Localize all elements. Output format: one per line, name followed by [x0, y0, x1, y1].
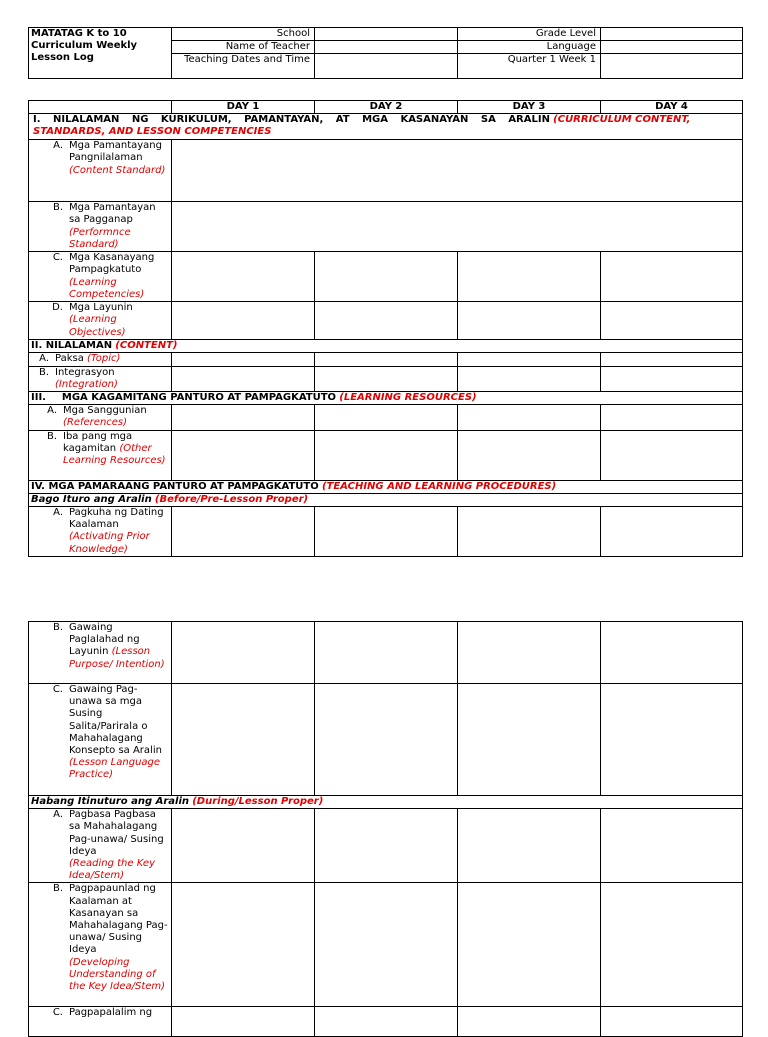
subsection-english: (Before/Pre-Lesson Proper) — [154, 493, 309, 505]
grade-level-label: Grade Level — [458, 28, 601, 41]
section-heading — [29, 392, 743, 405]
content-cell[interactable] — [458, 353, 601, 366]
corner-cell — [29, 101, 172, 114]
teaching-dates-label: Teaching Dates and Time — [172, 54, 315, 79]
content-cell[interactable] — [458, 622, 601, 684]
row-label: B. Gawaing Paglalahad ng Layunin (Lesson Purpose/ Intention) — [29, 622, 172, 684]
content-cell[interactable] — [315, 252, 458, 302]
section-heading — [29, 480, 743, 493]
content-cell[interactable] — [172, 202, 743, 252]
content-cell[interactable] — [315, 405, 458, 430]
content-cell[interactable] — [458, 809, 601, 883]
content-cell[interactable] — [458, 252, 601, 302]
log-title: MATATAG K to 10 Curriculum Weekly Lesson Log — [29, 28, 172, 79]
content-cell[interactable] — [172, 430, 315, 480]
header-table — [28, 27, 743, 79]
subsection-english: (During/Lesson Proper) — [192, 796, 324, 807]
row-label: A. Paksa (Topic) — [29, 353, 172, 366]
row-label: A. Mga Pamantayang Pangnilalaman (Content Standard) — [29, 140, 172, 202]
content-cell[interactable] — [601, 366, 743, 391]
lesson-log-table — [28, 100, 743, 557]
content-cell[interactable] — [601, 883, 743, 1007]
content-cell[interactable] — [172, 1007, 315, 1037]
section-label: I. NILALAMAN NG KURIKULUM, PAMANTAYAN, AT MGA KASANAYAN SA ARALIN — [33, 114, 550, 126]
content-cell[interactable] — [172, 809, 315, 883]
content-cell[interactable] — [601, 252, 743, 302]
content-cell[interactable] — [315, 302, 458, 340]
content-cell[interactable] — [458, 883, 601, 1007]
content-cell[interactable] — [172, 252, 315, 302]
section-english: (LEARNING RESOURCES) — [339, 392, 477, 404]
content-cell[interactable] — [458, 1007, 601, 1037]
section-label: IV. MGA PAMARAANG PANTURO AT PAMPAGKATUTO — [31, 480, 319, 492]
row-label: C. Gawaing Pag-unawa sa mga Susing Salita/Parirala o Mahahalagang Konsepto sa Aralin (Lesson Language Practice) — [29, 684, 172, 796]
row-label: D. Mga Layunin (Learning Objectives) — [29, 302, 172, 340]
content-cell[interactable] — [315, 1007, 458, 1037]
content-cell[interactable] — [315, 684, 458, 796]
content-cell[interactable] — [601, 353, 743, 366]
subsection-label: Bago Ituro ang Aralin — [31, 493, 152, 505]
content-cell[interactable] — [601, 809, 743, 883]
content-cell[interactable] — [315, 507, 458, 557]
content-cell[interactable] — [172, 302, 315, 340]
content-cell[interactable] — [601, 1007, 743, 1037]
content-cell[interactable] — [601, 302, 743, 340]
content-cell[interactable] — [172, 405, 315, 430]
section-heading — [29, 340, 743, 353]
teacher-field[interactable] — [315, 41, 458, 54]
row-label: A. Mga Sanggunian (References) — [29, 405, 172, 430]
subsection-heading — [29, 493, 743, 506]
content-cell[interactable] — [458, 684, 601, 796]
language-label: Language — [458, 41, 601, 54]
row-label: C. Mga Kasanayang Pampagkatuto (Learning Competencies) — [29, 252, 172, 302]
row-label: B. Pagpapaunlad ng Kaalaman at Kasanayan sa Mahahalagang Pag-unawa/ Susing Ideya (Developing Understanding of the Key Idea/Stem) — [29, 883, 172, 1007]
section-english: (CONTENT) — [115, 340, 178, 352]
day-header: DAY 1 — [172, 101, 315, 114]
row-label: B. Integrasyon (Integration) — [29, 366, 172, 391]
day-header: DAY 4 — [601, 101, 743, 114]
content-cell[interactable] — [172, 622, 315, 684]
section-label: MGA KAGAMITANG PANTURO AT PAMPAGKATUTO — [61, 392, 337, 404]
grade-level-field[interactable] — [601, 28, 743, 41]
content-cell[interactable] — [601, 684, 743, 796]
content-cell[interactable] — [315, 883, 458, 1007]
content-cell[interactable] — [172, 353, 315, 366]
section-label: II. NILALAMAN — [31, 340, 113, 352]
subsection-heading — [29, 796, 743, 809]
row-label: B. Mga Pamantayan sa Pagganap (Performnce Standard) — [29, 202, 172, 252]
content-cell[interactable] — [315, 809, 458, 883]
content-cell[interactable] — [458, 366, 601, 391]
quarter-label: Quarter 1 Week 1 — [458, 54, 601, 79]
row-label: A. Pagbasa Pagbasa sa Mahahalagang Pag-unawa/ Susing Ideya (Reading the Key Idea/Stem) — [29, 809, 172, 883]
quarter-field[interactable] — [601, 54, 743, 79]
row-label: B. Iba pang mga kagamitan (Other Learning Resources) — [29, 430, 172, 480]
content-cell[interactable] — [601, 430, 743, 480]
content-cell[interactable] — [458, 430, 601, 480]
content-cell[interactable] — [601, 622, 743, 684]
content-cell[interactable] — [172, 507, 315, 557]
row-label: A. Pagkuha ng Dating Kaalaman (Activating Prior Knowledge) — [29, 507, 172, 557]
subsection-label: Habang Itinuturo ang Aralin — [31, 796, 190, 807]
school-field[interactable] — [315, 28, 458, 41]
school-label: School — [172, 28, 315, 41]
content-cell[interactable] — [172, 684, 315, 796]
content-cell[interactable] — [315, 622, 458, 684]
content-cell[interactable] — [315, 430, 458, 480]
content-cell[interactable] — [172, 366, 315, 391]
section-english: (CURRICULUM CONTENT, STANDARDS, AND LESSON COMPETENCIES — [33, 114, 691, 138]
content-cell[interactable] — [172, 883, 315, 1007]
content-cell[interactable] — [458, 405, 601, 430]
content-cell[interactable] — [315, 353, 458, 366]
content-cell[interactable] — [601, 507, 743, 557]
day-header: DAY 2 — [315, 101, 458, 114]
lesson-log-table-continued — [28, 621, 743, 1037]
section-heading — [29, 114, 743, 140]
section-number: III. — [31, 392, 46, 404]
content-cell[interactable] — [172, 140, 743, 202]
section-english: (TEACHING AND LEARNING PROCEDURES) — [321, 480, 557, 492]
content-cell[interactable] — [458, 507, 601, 557]
content-cell[interactable] — [458, 302, 601, 340]
row-label: C. Pagpapalalim ng — [29, 1007, 172, 1037]
content-cell[interactable] — [601, 405, 743, 430]
content-cell[interactable] — [315, 366, 458, 391]
language-field[interactable] — [601, 41, 743, 54]
day-header: DAY 3 — [458, 101, 601, 114]
teaching-dates-field[interactable] — [315, 54, 458, 79]
teacher-label: Name of Teacher — [172, 41, 315, 54]
